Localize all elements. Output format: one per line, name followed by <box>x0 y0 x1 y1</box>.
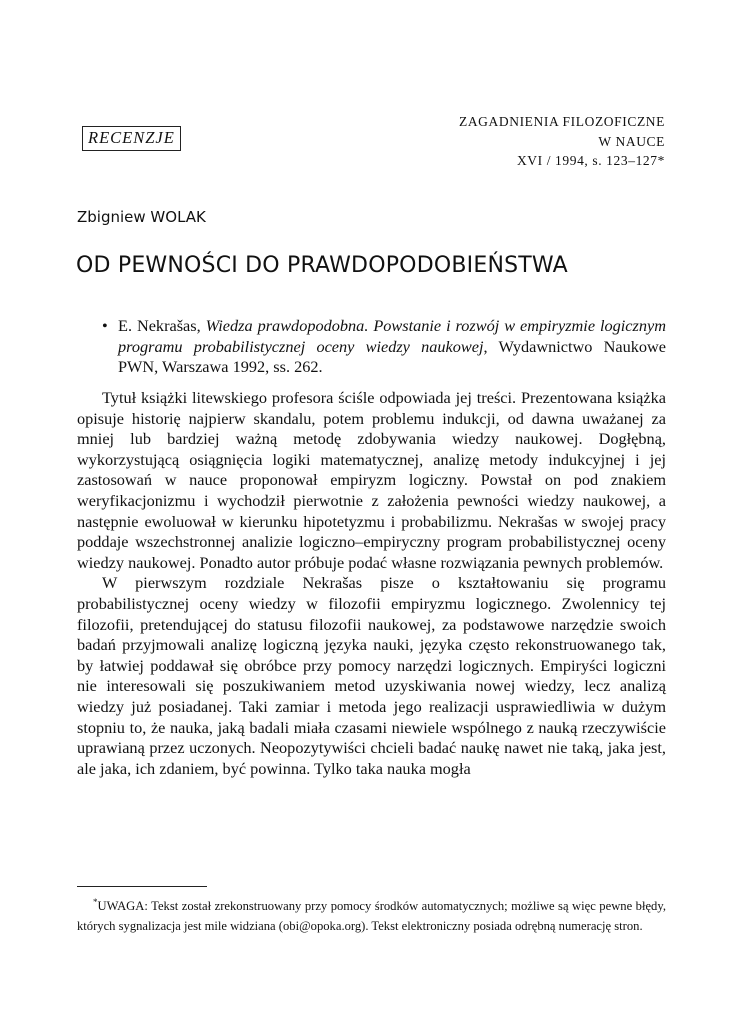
journal-name: ZAGADNIENIA FILOZOFICZNE <box>458 114 665 129</box>
section-label: RECENZJE <box>82 126 181 151</box>
paragraph: W pierwszym rozdziale Nekrašas pisze o kształtowaniu się programu probabilistycznej oceny wiedzy w filozofii empiryzmu logicznego. Zwolennicy tej filozofii, pretendującej do statusu filozofii naukowej, za podstawowe narzędzie swoich badań przyjmowali analizę logiczną języka nauki, języka często rekonstruowanego tak, by łatwiej poddawał się obróbce przy pomocy narzędzi logicznych. Empiryści logiczni nie interesowali się poszukiwaniem metod uzyskiwania nowej wiedzy, lecz analizą wiedzy już posiadanej. Taki zamiar i metoda jego realizacji usprawiedliwia w dużym stopniu to, że nauka, jaką badali miała czasami niewiele wspólnego z nauką rzeczywiście uprawianą przez uczonych. Neopozytywiści chcieli badać naukę nawet nie taką, jaka jest, ale jaka, ich zdaniem, być powinna. Tylko taka nauka mogła <box>77 573 666 778</box>
book-author: E. Nekrašas, <box>118 316 206 335</box>
article-title: OD PEWNOŚCI DO PRAWDOPODOBIEŃSTWA <box>76 253 568 278</box>
bullet-icon: • <box>102 316 108 335</box>
footnote <box>77 893 666 936</box>
journal-subtitle: W NAUCE <box>598 133 665 149</box>
book-publisher: , Wydawnictwo Naukowe PWN, Warszawa 1992, ss. 262. <box>118 336 666 377</box>
journal-volume: XVI / 1994, s. 123–127* <box>516 153 665 168</box>
book-title: Wiedza prawdopodobna. Powstanie i rozwój w empiryzmie logicznym programu probabilistycznej oceny wiedzy naukowej <box>118 316 666 356</box>
author-name: Zbigniew WOLAK <box>77 208 206 226</box>
footnote-rule <box>77 886 207 887</box>
journal-header <box>459 112 665 171</box>
footnote-marker: * <box>93 897 98 907</box>
article-body <box>77 388 666 779</box>
bibliography-entry <box>102 316 666 378</box>
paragraph: Tytuł książki litewskiego profesora ściśle odpowiada jej treści. Prezentowana książka opisuje historię najpierw skandalu, potem problemu indukcji, od dawna uważanej za mniej lub bardziej ważną metodę zdobywania wiedzy naukowej. Dogłębną, wykorzystującą osiągnięcia logiki matematycznej, analizę metody indukcyjnej i jej zastosowań w nauce proponował empiryzm logiczny. Powstał on pod znakiem weryfikacjonizmu i wychodził pierwotnie z założenia pewności wiedzy naukowej, a następnie ewoluował w kierunku hipotetyzmu i probabilizmu. Nekrašas w swojej pracy poddaje wszechstronnej analizie logiczno–empiryczny program probabilistycznej oceny wiedzy naukowej. Ponadto autor próbuje podać własne rozwiązania pewnych problemów. <box>77 388 666 572</box>
footnote-text: UWAGA: Tekst został zrekonstruowany przy pomocy środków automatycznych; możliwe są więc pewne błędy, których sygnalizacja jest mile widziana (obi@opoka.org). Tekst elektroniczny posiada odrębną numerację stron. <box>77 899 666 933</box>
